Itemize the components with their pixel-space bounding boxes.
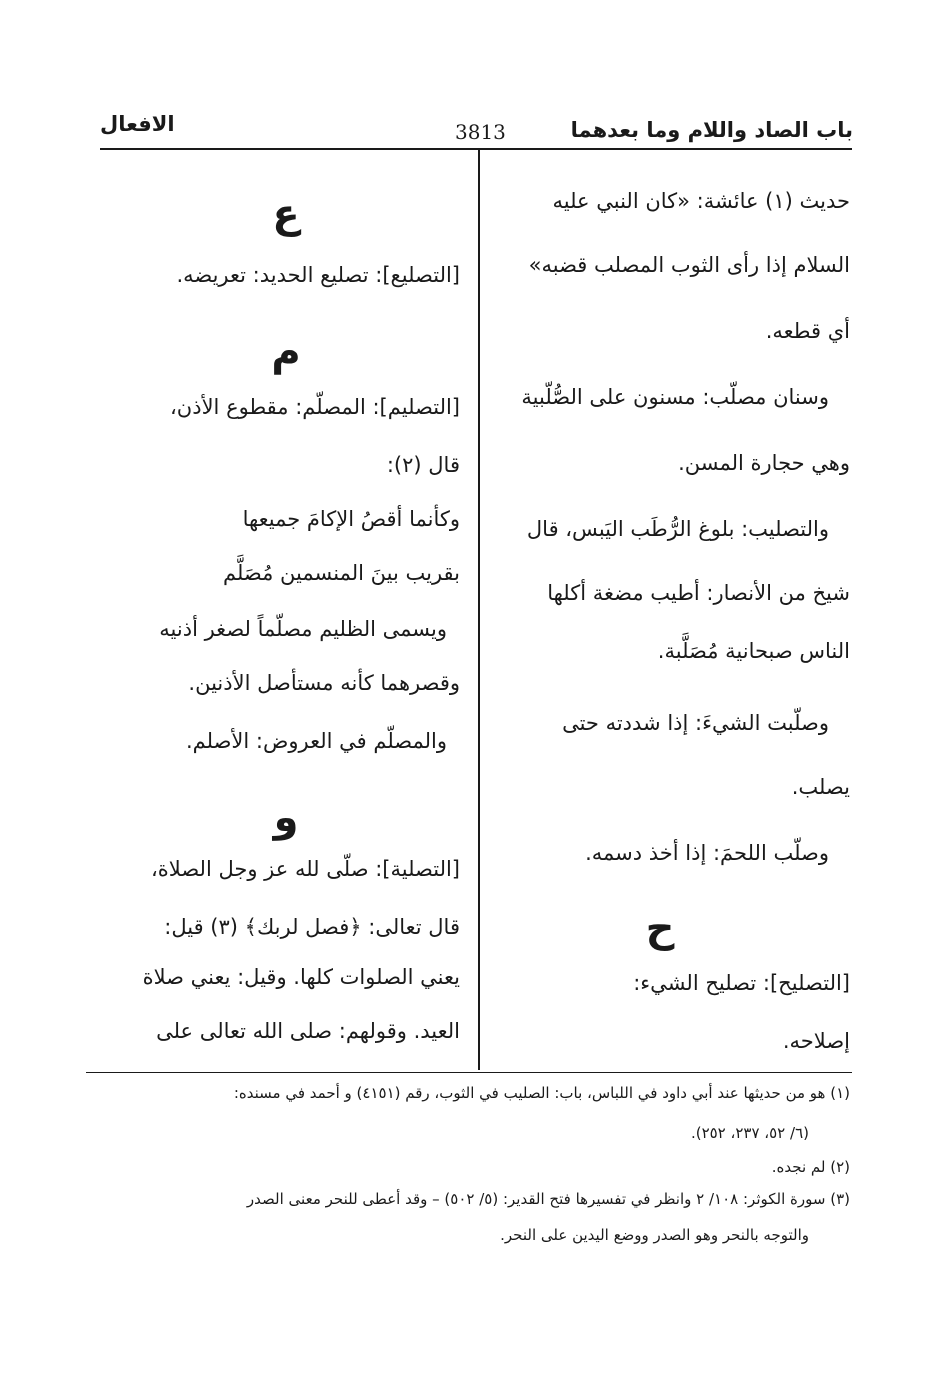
right-line-12: [التصليح]: تصليح الشيء: bbox=[633, 971, 850, 995]
right-line-1: حديث (١) عائشة: «كان النبي عليه bbox=[552, 189, 850, 213]
left-line-waw-4: العيد. وقولهم: صلى الله تعالى على bbox=[156, 1019, 460, 1043]
poem-verse-1: وكأنما أقصُ الإكامَ جميعها bbox=[242, 507, 460, 531]
footnote-1: (١) هو من حديثها عند أبي داود في اللباس، باب: الصليب في الثوب، رقم (٤١٥١) و أحمد في مسنده: bbox=[233, 1084, 850, 1102]
page-number: 3813 bbox=[455, 120, 506, 144]
left-line-waw-3: يعني الصلوات كلها. وقيل: يعني صلاة bbox=[142, 965, 460, 989]
running-header-left: الافعال bbox=[100, 112, 175, 136]
right-line-11: وصلّب اللحمَ: إذا أخذ دسمه. bbox=[585, 841, 829, 865]
letter-heading-mim: م bbox=[271, 329, 301, 375]
right-line-3: أي قطعه. bbox=[765, 319, 850, 343]
left-line-mim-7: والمصلّم في العروض: الأصلم. bbox=[185, 729, 447, 753]
left-line-mim-2: قال (٢): bbox=[386, 453, 460, 477]
footnote-rule bbox=[86, 1072, 852, 1073]
right-line-10: يصلب. bbox=[791, 775, 850, 799]
footnote-3-continued: والتوجه بالنحر وهو الصدر ووضع اليدين على النحر. bbox=[500, 1226, 809, 1244]
left-line-waw-1: [التصلية]: صلّى لله عز وجل الصلاة، bbox=[151, 857, 460, 881]
poem-verse-2: بقريب بينَ المنسمين مُصَلَّم bbox=[222, 561, 460, 585]
footnote-2: (٢) لم نجده. bbox=[771, 1158, 850, 1176]
left-line-mim-5: ويسمى الظليم مصلّماً لصغر أذنيه bbox=[159, 617, 447, 641]
running-header-right: باب الصاد واللام وما بعدهما bbox=[570, 118, 853, 142]
right-line-6: والتصليب: بلوغ الرُّطَب اليَبس، قال bbox=[526, 517, 829, 541]
right-line-7: شيخ من الأنصار: أطيب مضغة أكلها bbox=[547, 581, 850, 605]
letter-heading-ain: ع bbox=[272, 191, 300, 237]
footnote-3: (٣) سورة الكوثر: ١٠٨/ ٢ وانظر في تفسيرها فتح القدير: (٥/ ٥٠٢) – وقد أعطى للنحر معنى الصدر bbox=[246, 1190, 850, 1208]
left-line-ain: [التصليع]: تصليع الحديد: تعريضه. bbox=[176, 263, 460, 287]
right-line-9: وصلّبت الشيءَ: إذا شددته حتى bbox=[562, 711, 829, 735]
right-line-13: إصلاحه. bbox=[782, 1029, 850, 1053]
letter-heading-waw: و bbox=[273, 795, 299, 841]
header-rule bbox=[100, 148, 852, 150]
left-line-waw-2: قال تعالى: ﴿فصل لربك﴾ (٣) قيل: bbox=[164, 915, 460, 939]
right-line-2: السلام إذا رأى الثوب المصلب قضبه» bbox=[528, 253, 850, 277]
footnote-1-continued: (٦/ ٥٢، ٢٣٧، ٢٥٢). bbox=[690, 1124, 809, 1142]
column-divider bbox=[478, 150, 480, 1070]
right-line-8: الناس صبحانية مُصَلَّبة. bbox=[657, 639, 850, 663]
letter-heading-haa: ح bbox=[645, 905, 675, 951]
right-line-5: وهي حجارة المسن. bbox=[678, 451, 850, 475]
right-line-4: وسنان مصلّب: مسنون على الصُّلّبية bbox=[521, 385, 829, 409]
left-line-mim-1: [التصليم]: المصلّم: مقطوع الأذن، bbox=[170, 395, 460, 419]
left-line-mim-6: وقصرهما كأنه مستأصل الأذنين. bbox=[188, 671, 460, 695]
